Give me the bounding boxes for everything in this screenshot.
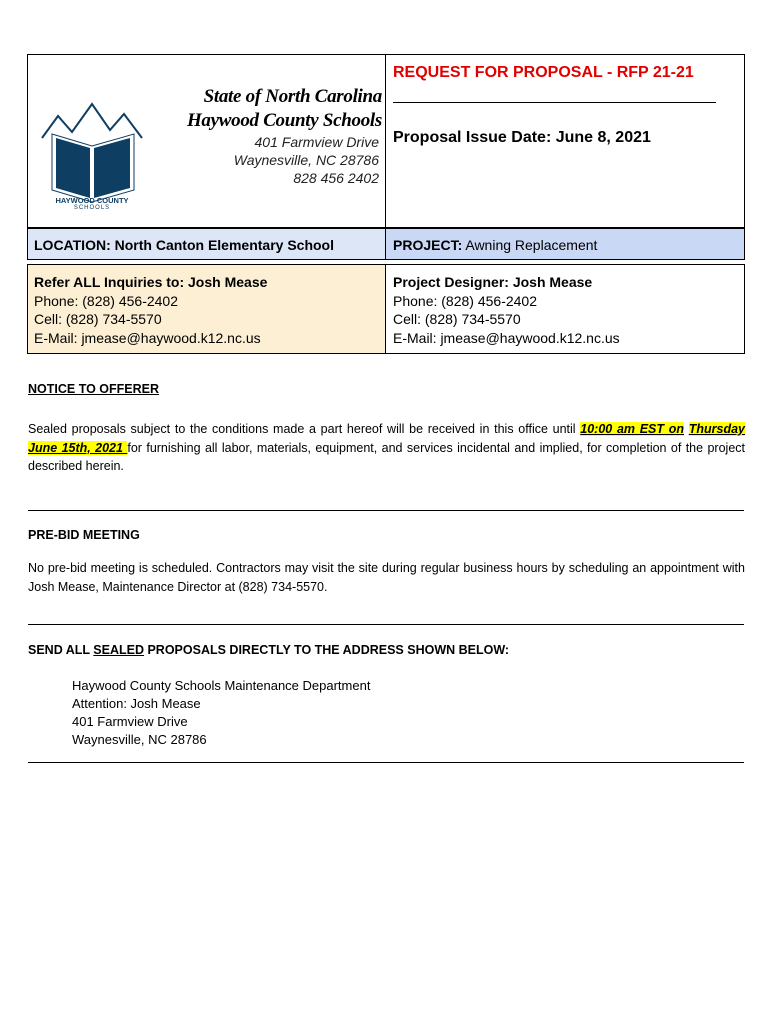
notice-text-before: Sealed proposals subject to the conditions made a part hereof will be received in this office until [28,422,581,436]
project-text [393,236,597,255]
mailing-address-line-4: Waynesville, NC 28786 [72,732,207,747]
phone-line: 828 456 2402 [293,170,379,186]
mailing-address-line-1: Haywood County Schools Maintenance Department [72,678,371,693]
designer-phone: Phone: (828) 456-2402 [393,292,537,309]
inquiries-email: E-Mail: jmease@haywood.k12.nc.us [34,329,261,346]
prebid-text: No pre-bid meeting is scheduled. Contractors may visit the site during regular business hours by scheduling an appointment with Josh Mease, Maintenance Director at (828) 734-5570. [28,561,745,594]
notice-heading: NOTICE TO OFFERER [28,382,160,396]
separator-1 [28,510,744,511]
notice-text-after: for furnishing all labor, materials, equipment, and services incidental and implied, for completion of the project described herein. [28,440,746,473]
logo-text-1: HAYWOOD COUNTY [55,196,129,205]
send-heading [28,643,509,657]
notice-text [28,420,745,476]
designer-heading: Project Designer: Josh Mease [393,274,593,290]
inquiries-phone: Phone: (828) 456-2402 [34,292,178,309]
header-divider [385,54,386,228]
address-line-1: 401 Farmview Drive [254,134,379,150]
inquiries-cell-phone: Cell: (828) 734-5570 [34,311,162,327]
designer-email: E-Mail: jmease@haywood.k12.nc.us [393,329,620,346]
contact-divider [385,264,386,354]
inquiries-heading: Refer ALL Inquiries to: Josh Mease [34,274,268,290]
notice-deadline-date: Thursday June 15th, 2021 [28,422,745,455]
separator-2 [28,624,744,625]
project-label: PROJECT: [393,237,463,253]
send-heading-part2: PROPOSALS DIRECTLY TO THE ADDRESS SHOWN BELOW: [144,643,510,657]
send-heading-sealed: SEALED [93,643,144,657]
rfp-title: REQUEST FOR PROPOSAL - RFP 21-21 [393,64,694,81]
state-line: State of North Carolina [203,86,382,107]
inquiries-block [34,273,267,347]
designer-cell-phone: Cell: (828) 734-5570 [393,311,521,327]
prebid-heading: PRE-BID MEETING [28,528,140,542]
designer-block [393,273,620,347]
send-heading-part1: SEND ALL [28,643,94,657]
separator-3 [28,762,744,763]
mailing-address-line-3: 401 Farmview Drive [72,714,188,729]
address-line-2: Waynesville, NC 28786 [233,152,379,168]
location-divider [385,228,386,260]
location-text [34,236,334,255]
logo-text-2: SCHOOLS [73,205,111,211]
issue-date: Proposal Issue Date: June 8, 2021 [393,129,651,146]
mailing-address-line-2: Attention: Josh Mease [72,696,201,711]
location-label: LOCATION: [34,237,111,253]
district-line: Haywood County Schools [186,110,382,131]
project-value: Awning Replacement [465,237,598,253]
location-value: North Canton Elementary School [114,237,334,253]
mailing-address [72,677,370,749]
notice-deadline-time: 10:00 am EST on [580,422,684,436]
rfp-underline [393,102,716,103]
